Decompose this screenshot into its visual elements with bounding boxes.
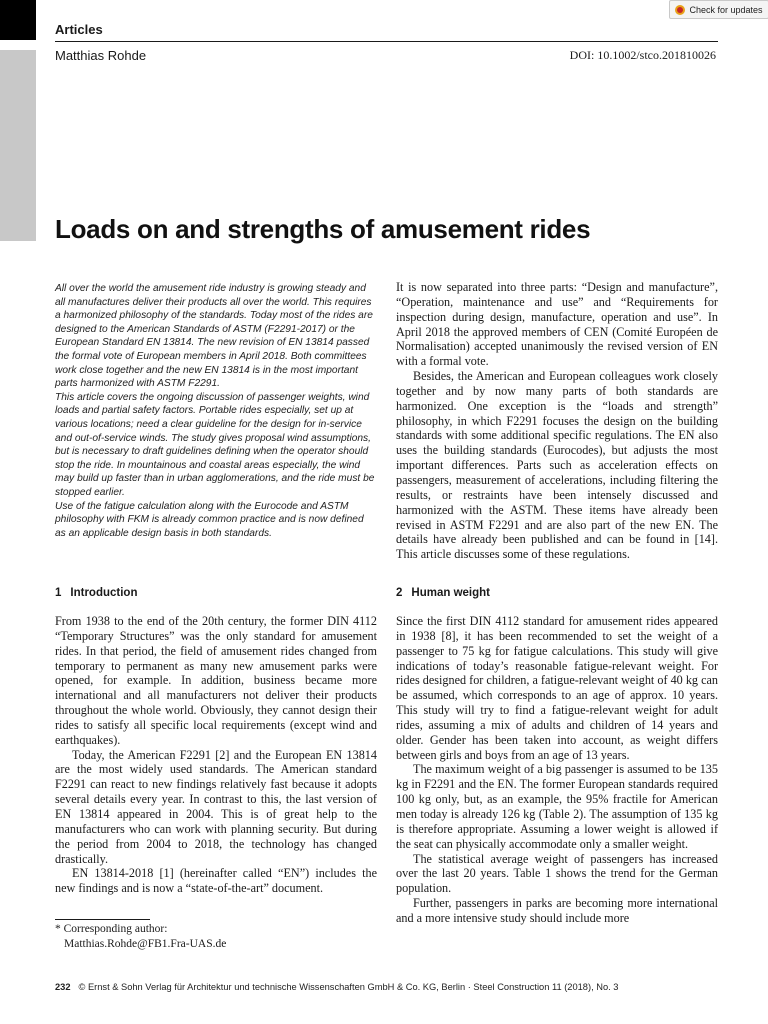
corner-marker bbox=[0, 0, 36, 40]
body-paragraph: Since the first DIN 4112 standard for amusement rides appeared in 1938 [8], it has been recommended to set the weight of a passenger to 75 kg for fatigue calculations. This study will give indications of today’s reasonable fatigue-relevant weight. For rides designed for children, a fatigue-relevant weight of 40 kg can be assumed, which corresponds to an age of approx. 10 years. This study will try to find a fatigue-relevant weight for adult rides, assuming a mix of adults and children of 14 years and older. Gender has been taken into account, as weight differs between girls and boys from an age of 13 years. bbox=[396, 614, 718, 762]
footer-copyright: © Ernst & Sohn Verlag für Architektur und technische Wissenschaften GmbH & Co. KG, Berlin · Steel Construction 11 (2018), No. 3 bbox=[78, 982, 619, 992]
section-label: Articles bbox=[55, 22, 103, 37]
section-title: Introduction bbox=[70, 587, 138, 599]
body-paragraph: Today, the American F2291 [2] and the European EN 13814 are the most widely used standards. The American standard F2291 can react to new findings relatively fast because it adopts several details every year. In contrast to this, the last version of EN 13814 appeared in 2004. This is of great help to the manufacturers who can work with planning security. But during the period from 2004 to 2018, the technology has changed drastically. bbox=[55, 747, 377, 866]
side-tab-marker bbox=[0, 50, 36, 241]
crossmark-icon bbox=[675, 5, 685, 15]
page-number: 232 bbox=[55, 982, 71, 992]
body-paragraph: The maximum weight of a big passenger is assumed to be 135 kg in F2291 and the EN. The former European standards required 100 kg only, but, as an example, the 95% fractile for American men today is already 126 kg (Table 2). The assumption of 135 kg is therefore appropriate. Assuming a lower weight is allowed if the seat can physically accommodate only a smaller weight. bbox=[396, 762, 718, 851]
abstract-paragraph: This article covers the ongoing discussion of passenger weights, wind loads and partial safety factors. Portable rides especially, set up at various locations; need a clear guideline for the design for in-service and out-of-service winds. The study gives proposal wind assumptions, but is necessary to draft guidelines defining when the operator should stop the ride. In mountainous and coastal areas especially, the wind may build up faster than in urban agglomerations, and the ride must be stopped earlier. bbox=[55, 391, 375, 498]
footnote-label: * Corresponding author: bbox=[55, 923, 168, 935]
abstract-paragraph: Use of the fatigue calculation along with the Eurocode and ASTM philosophy with FKM is already common practice and is now defined as an applicable design basis in both standards. bbox=[55, 500, 364, 539]
body-paragraph: Further, passengers in parks are becoming more international and a more intensive study should include more bbox=[396, 896, 718, 925]
section-2-heading bbox=[396, 587, 490, 599]
footnote-rule bbox=[55, 919, 150, 920]
body-paragraph: From 1938 to the end of the 20th century, the former DIN 4112 “Temporary Structures” was the only standard for amusement rides. In that period, the field of amusement rides changed from temporary to permanent as many new amusement parks were opened, for example. In addition, business became more international and all manufacturers not deliver their products throughout the whole world. Obviously, they cannot design their rides to satisfy all specific local requirements (except wind and earthquakes). bbox=[55, 614, 377, 747]
section-1-body bbox=[55, 614, 377, 896]
header-rule bbox=[55, 41, 718, 42]
body-paragraph: EN 13814-2018 [1] (hereinafter called “EN”) includes the new findings and is now a “state-of-the-art” document. bbox=[55, 866, 377, 896]
body-paragraph: The statistical average weight of passengers has increased over the last 20 years. Table 1 shows the trend for the German population. bbox=[396, 851, 718, 896]
abstract bbox=[55, 282, 375, 540]
body-paragraph: It is now separated into three parts: “Design and manufacture”, “Operation, maintenance and use” and “Requirements for inspection during design, manufacture, operation and use”. In April 2018 the approved members of CEN (Comité Européen de Normalisation) accepted unanimously the revised version of EN with a formal vote. bbox=[396, 280, 718, 369]
body-paragraph: Besides, the American and European colleagues work closely together and by now many parts of both standards are harmonized. One exception is the “loads and strength” philosophy, in which F2291 focuses the design on the building standards with some additional specific regulations. The EN also uses the building standards (Eurocodes), but adjusts the most important differences. Parts such as acceleration effects on passengers, measurement of accelerations, including filtering the results, or restraints have been intensely discussed and harmonized with the ASTM. These items have already been revised in ASTM F2291 and are also part of the new EN. The details have already been published and can be found in [14]. This article discusses some of these regulations. bbox=[396, 369, 718, 562]
doi[interactable]: DOI: 10.1002/stco.201810026 bbox=[569, 48, 716, 62]
check-for-updates-label: Check for updates bbox=[689, 4, 763, 15]
section-title: Human weight bbox=[411, 587, 490, 599]
check-for-updates-button[interactable] bbox=[669, 0, 768, 19]
footnote-email[interactable]: Matthias.Rohde@FB1.Fra-UAS.de bbox=[64, 937, 227, 950]
section-2-body bbox=[396, 614, 718, 926]
author-name: Matthias Rohde bbox=[55, 48, 147, 63]
section-1-heading bbox=[55, 587, 137, 599]
page-footer bbox=[55, 982, 618, 992]
article-title: Loads on and strengths of amusement rides bbox=[55, 214, 591, 244]
right-column-intro bbox=[396, 280, 718, 562]
section-number: 1 bbox=[55, 587, 62, 599]
section-number: 2 bbox=[396, 587, 403, 599]
abstract-paragraph: All over the world the amusement ride industry is growing steady and all manufactures deliver their products all over the world. This requires a harmonized philosophy of the standards. Today most of the rides are designed to the American Standards of ASTM (F2291-2017) or the European Standard EN 13814. The new revision of EN 13814 passed the formal vote of European members in April 2018. Both committees work close together and the new EN 13814 is in the most important parts harmonized with ASTM F2291. bbox=[55, 283, 373, 390]
footnote bbox=[55, 922, 226, 951]
